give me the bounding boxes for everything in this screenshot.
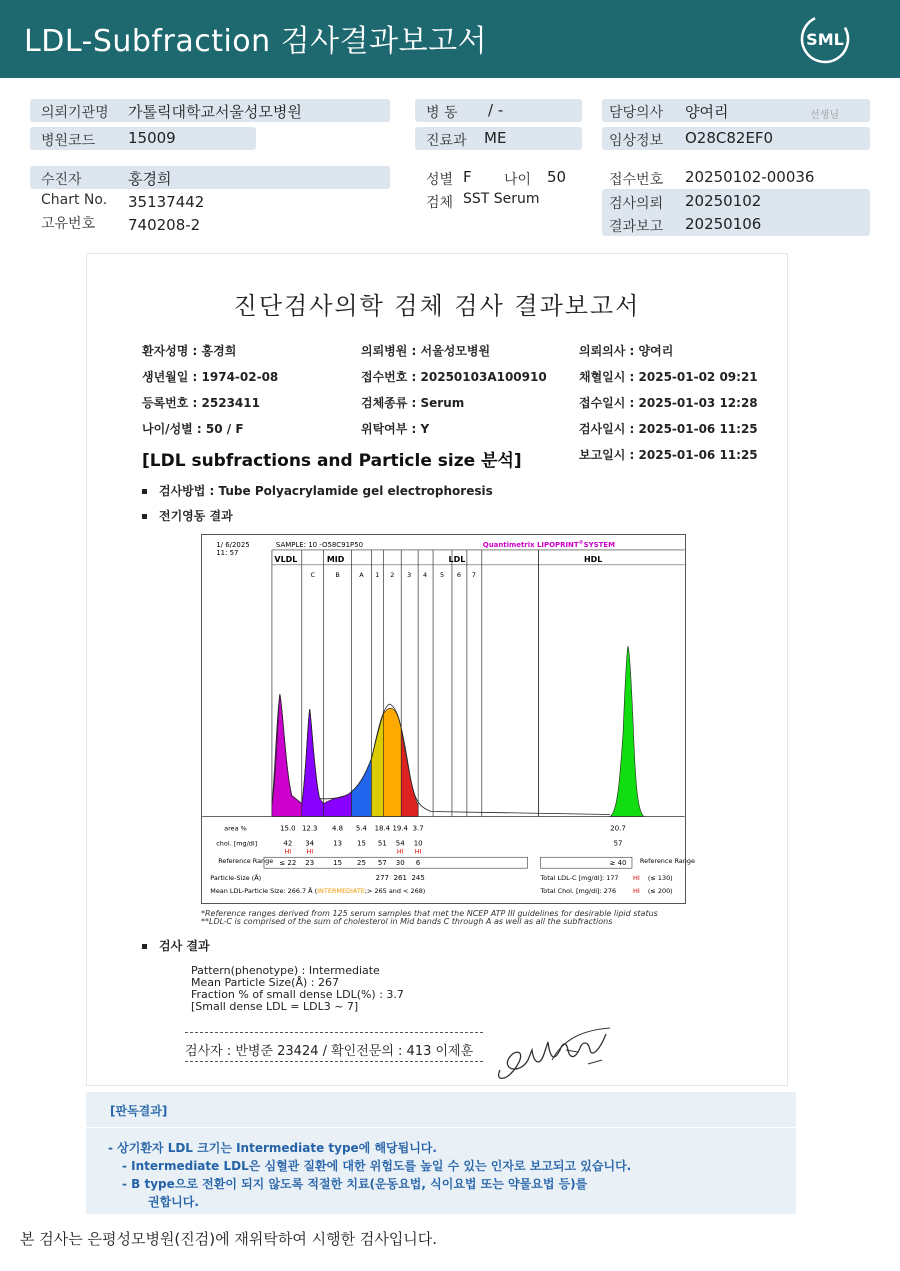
report-field: 의뢰병원 : 서울성모병원 <box>361 344 491 358</box>
total-chol: Total Chol. [mg/dl]: 276 <box>540 887 617 896</box>
clinical-info-value: O28C82EF0 <box>685 129 774 147</box>
area-value: 15.0 <box>280 824 296 833</box>
total-ldl-ref: (≤ 130) <box>647 874 673 883</box>
handwritten-signature <box>492 1020 612 1086</box>
chol-value: 13 <box>333 839 343 848</box>
patient-label: 수진자 <box>41 172 82 188</box>
total-ldl-flag: HI <box>632 874 640 883</box>
section-title: [LDL subfractions and Particle size 분석] <box>142 451 522 471</box>
receipt-no-value: 20250102-00036 <box>685 168 815 186</box>
particle-value: 245 <box>411 874 425 883</box>
request-date-value: 20250102 <box>685 192 762 210</box>
report-field: 생년월일 : 1974-02-08 <box>142 370 279 384</box>
interpretation-line: - 상기환자 LDL 크기는 Intermediate type에 해당됩니다. <box>108 1141 437 1155</box>
dept-label: 진료과 <box>426 133 467 149</box>
chart-sample: SAMPLE: 10 -O58C91P50 <box>275 540 364 549</box>
chart-date: 1/ 6/2025 <box>216 540 250 549</box>
mean-ldl-tail: ;> 265 and < 268) <box>364 887 426 896</box>
report-field: 채혈일시 : 2025-01-02 09:21 <box>579 370 758 384</box>
band-label: 2 <box>390 570 395 579</box>
hospital-value: 가톨릭대학교서울성모병원 <box>128 103 302 121</box>
electro-bullet <box>142 507 233 524</box>
sml-logo <box>798 12 852 66</box>
interpretation-line: - Intermediate LDL은 심혈관 질환에 대한 위험도를 높일 수 있는 인자로 보고되고 있습니다. <box>122 1159 632 1173</box>
interpretation-heading: [판독결과] <box>110 1104 168 1118</box>
interpretation-line: 권합니다. <box>148 1195 199 1209</box>
result-title: 검사 결과 <box>159 939 210 953</box>
ref-value: 23 <box>305 859 315 868</box>
band-label: 7 <box>471 570 476 579</box>
group-label: HDL <box>584 554 603 564</box>
ref-value: 25 <box>357 859 366 868</box>
band-label: A <box>359 570 364 579</box>
lab-report-document <box>86 253 788 1086</box>
report-title: 진단검사의학 검체 검사 결과보고서 <box>233 292 641 320</box>
hdl-ref-label: Reference Range <box>639 857 695 866</box>
hi-flag: HI <box>414 847 422 856</box>
area-value: 4.8 <box>332 824 344 833</box>
band-label: 4 <box>423 570 428 579</box>
page-title: LDL-Subfraction 검사결과보고서 <box>24 24 488 59</box>
hdl-ref-value: ≥ 40 <box>609 859 627 868</box>
total-chol-ref: (≤ 200) <box>647 887 673 896</box>
hi-flag: HI <box>284 847 292 856</box>
logo-text: SML <box>806 30 844 49</box>
specimen-label: 검체 <box>426 195 454 211</box>
chol-value: 51 <box>377 839 387 848</box>
particle-value: 261 <box>393 874 407 883</box>
chart-no-value: 35137442 <box>128 193 205 211</box>
chol-value: 10 <box>413 839 423 848</box>
ref-row-label: Reference Range <box>218 857 274 866</box>
band-label: C <box>310 570 315 579</box>
area-value: 19.4 <box>392 824 408 833</box>
interpretation-line: - B type으로 전환이 되지 않도록 적절한 치료(운동요법, 식이요법 또는 약물요법 등)를 <box>122 1177 588 1191</box>
request-date-label: 검사의뢰 <box>609 196 664 212</box>
ref-value: 15 <box>333 859 343 868</box>
re-commission-note: 본 검사는 은평성모병원(진검)에 재위탁하여 시행한 검사입니다. <box>20 1230 438 1248</box>
chol-value: 15 <box>357 839 366 848</box>
area-value: 5.4 <box>355 824 367 833</box>
report-field: 위탁여부 : Y <box>361 422 430 436</box>
hospital-code-value: 15009 <box>128 129 176 147</box>
report-field: 나이/성별 : 50 / F <box>142 422 244 436</box>
report-field: 접수일시 : 2025-01-03 12:28 <box>579 396 758 410</box>
interpretation-panel <box>86 1092 796 1214</box>
particle-row-label: Particle-Size (Å) <box>210 874 262 883</box>
ward-label: 병 동 <box>426 105 458 121</box>
info-row-bg <box>30 166 390 189</box>
mean-ldl-size <box>210 886 425 895</box>
band-label: 5 <box>439 570 445 579</box>
doctor-value: 양여리 <box>685 103 729 121</box>
particle-value: 277 <box>375 874 389 883</box>
total-chol-flag: HI <box>632 887 640 896</box>
group-label: VLDL <box>274 554 298 564</box>
chol-value: 57 <box>613 839 623 848</box>
hi-flag: HI <box>306 847 314 856</box>
chol-value: 54 <box>395 839 405 848</box>
report-field: 의뢰의사 : 양여리 <box>579 344 674 358</box>
chart-time: 11: 57 <box>216 548 239 557</box>
report-field: 접수번호 : 20250103A100910 <box>361 370 547 384</box>
ldl2-area <box>383 708 401 816</box>
result-pattern: Pattern(phenotype) : Intermediate <box>191 964 380 977</box>
report-field: 검사일시 : 2025-01-06 11:25 <box>579 422 758 436</box>
report-field: 등록번호 : 2523411 <box>142 396 260 410</box>
area-value: 18.4 <box>374 824 391 833</box>
dept-value: ME <box>484 129 507 147</box>
method-bullet <box>142 482 493 499</box>
chol-row-label: chol. [mg/dl] <box>216 839 258 848</box>
divider <box>185 1061 483 1062</box>
hospital-label: 의뢰기관명 <box>41 105 109 121</box>
chart-no-label: Chart No. <box>41 192 108 208</box>
result-mean-size: Mean Particle Size(Å) : 267 <box>191 976 339 989</box>
result-fraction: Fraction % of small dense LDL(%) : 3.7 <box>191 988 404 1001</box>
divider <box>185 1032 483 1033</box>
area-value: 20.7 <box>610 824 626 833</box>
group-label: LDL <box>448 554 466 564</box>
ref-value: ≤ 22 <box>279 859 297 868</box>
ref-value: 30 <box>395 859 405 868</box>
area-row-label: area % <box>224 824 247 833</box>
group-label: MID <box>326 554 345 564</box>
report-field: 보고일시 : 2025-01-06 11:25 <box>579 448 758 462</box>
hospital-code-label: 병원코드 <box>41 133 96 149</box>
chart-brand-suffix: SYSTEM <box>583 540 616 549</box>
chart-brand-name: Quantimetrix LIPOPRINT <box>482 540 579 549</box>
ldl-footnote: **LDL-C is comprised of the sum of cholesterol in Mid bands C through A as well as all the subfractions <box>201 917 613 926</box>
specimen-value: SST Serum <box>463 191 540 207</box>
doctor-label: 담당의사 <box>609 105 664 121</box>
sex-label: 성별 <box>426 172 454 188</box>
mean-ldl-label: Mean LDL-Particle Size: 266.7 Å ( <box>210 887 318 896</box>
sex-value: F <box>463 168 472 186</box>
divider <box>86 1127 796 1128</box>
band-label: 6 <box>456 570 461 579</box>
method-text: 검사방법 : Tube Polyacrylamide gel electrophoresis <box>159 484 493 498</box>
band-label: B <box>335 570 340 579</box>
electrophoresis-chart <box>201 534 695 904</box>
chol-value: 42 <box>283 839 293 848</box>
result-definition: [Small dense LDL = LDL3 ~ 7] <box>191 1000 359 1013</box>
unique-no-value: 740208-2 <box>128 216 201 234</box>
inspector-line: 검사자 : 반병준 23424 / 확인전문의 : 413 이제훈 <box>185 1044 474 1059</box>
area-value: 12.3 <box>301 824 318 833</box>
hi-flag: HI <box>396 847 404 856</box>
ref-value: 57 <box>377 859 387 868</box>
age-label: 나이 <box>504 172 532 188</box>
report-header-bar <box>0 0 900 78</box>
mean-ldl-type: INTERMEDIATE <box>317 887 365 896</box>
ward-value: / - <box>488 101 504 119</box>
result-bullet <box>142 937 210 954</box>
area-value: 3.7 <box>412 824 424 833</box>
unique-no-label: 고유번호 <box>41 216 96 232</box>
doctor-suffix: 선생님 <box>810 110 839 121</box>
chol-value: 34 <box>305 839 315 848</box>
clinical-info-label: 임상정보 <box>609 133 664 149</box>
age-value: 50 <box>547 168 567 186</box>
band-label: 1 <box>375 570 380 579</box>
report-field: 검체종류 : Serum <box>361 396 465 410</box>
receipt-no-label: 접수번호 <box>609 172 664 188</box>
electro-title: 전기영동 결과 <box>159 509 233 523</box>
report-date-label: 결과보고 <box>609 219 664 235</box>
report-field: 환자성명 : 홍경희 <box>142 344 237 358</box>
band-label: 3 <box>407 570 412 579</box>
patient-value: 홍경희 <box>128 170 172 188</box>
reference-footnote: *Reference ranges derived from 125 serum samples that met the NCEP ATP III guidelines for desirable lipid status <box>201 909 658 918</box>
ref-value: 6 <box>415 859 421 868</box>
chart-brand: Quantimetrix LIPOPRINT®SYSTEM <box>482 539 616 549</box>
total-ldl: Total LDL-C [mg/dl]: 177 <box>540 874 619 883</box>
report-date-value: 20250106 <box>685 215 762 233</box>
